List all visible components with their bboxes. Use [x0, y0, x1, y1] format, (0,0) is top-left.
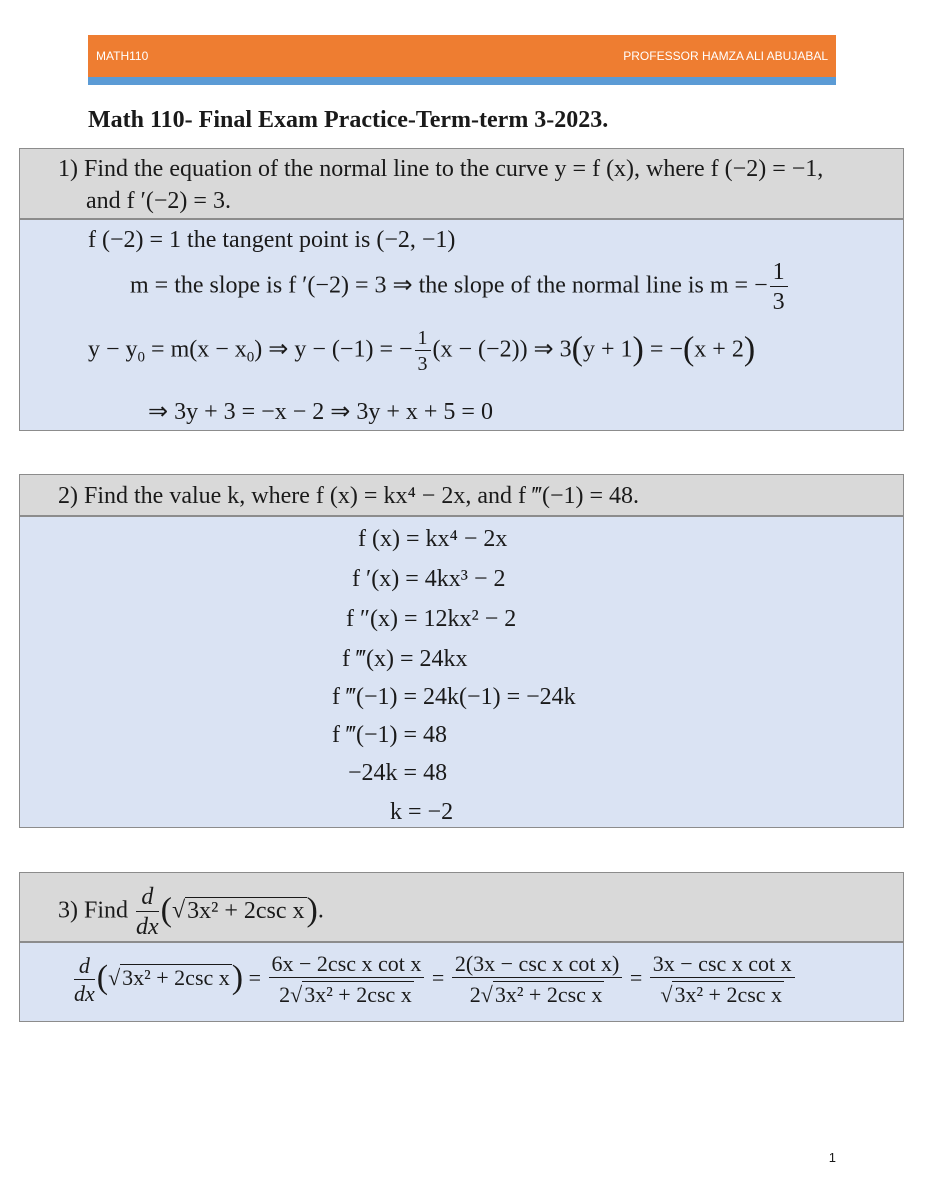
answer-2-step-8: k = −2 [390, 799, 454, 825]
point-slope-start: y − y [88, 336, 138, 363]
point-slope-equals: = − [643, 336, 683, 363]
fraction-step-3 [650, 953, 795, 1007]
answer-1-line2-text: m = the slope is f ′(−2) = 3 ⇒ the slope of the normal line is m = − [130, 272, 768, 299]
page-header [88, 35, 836, 77]
fraction-numerator-2: 1 [415, 328, 431, 351]
fraction-step-2-num: 2(3x − csc x cot x) [452, 953, 623, 978]
paren-open-3: ( [160, 891, 172, 929]
radicand-2: 3x² + 2csc x [122, 965, 230, 991]
num-coef-2: 2 [454, 951, 466, 976]
radicand-3: 3x² + 2csc x [304, 982, 412, 1007]
answer-2-step-6: f ‴(−1) = 48 [332, 722, 448, 748]
fraction-denominator-2: 3 [417, 353, 428, 375]
radicand: 3x² + 2csc x [187, 897, 305, 924]
period: . [317, 897, 324, 924]
answer-1-line1: f (−2) = 1 the tangent point is (−2, −1) [88, 227, 456, 253]
answer-3-line [72, 953, 797, 1007]
fraction-step-2 [452, 953, 623, 1007]
derivative-dx: dx [136, 914, 159, 940]
question-2-box [19, 474, 904, 516]
answer-3-box [19, 942, 904, 1022]
fraction-step-3-den [650, 978, 795, 1007]
header-professor: PROFESSOR HAMZA ALI ABUJABAL [623, 49, 828, 63]
question-3-find: 3) Find [58, 897, 129, 924]
fraction-step-3-num: 3x − csc x cot x [650, 953, 795, 978]
paren-open-4: ( [96, 959, 109, 997]
sqrt-icon-3: √ [290, 982, 303, 1007]
derivative-d-2: d [74, 955, 95, 980]
fraction-numerator: 1 [770, 260, 788, 287]
point-slope-x-term: x + 2 [694, 336, 744, 363]
equals-1: = [248, 965, 262, 991]
point-slope-multiply: (x − (−2)) ⇒ 3 [432, 336, 572, 363]
sqrt-icon-2: √ [108, 965, 121, 991]
header-rule [88, 77, 836, 85]
answer-2-step-4: f ‴(x) = 24kx [342, 646, 468, 672]
answer-1-box [19, 219, 904, 431]
radicand-4: 3x² + 2csc x [494, 982, 603, 1007]
point-slope-mid: = m(x − x [145, 336, 247, 363]
answer-2-step-2: f ′(x) = 4kx³ − 2 [352, 566, 506, 592]
answer-1-line4: ⇒ 3y + 3 = −x − 2 ⇒ 3y + x + 5 = 0 [148, 399, 493, 425]
fraction-denominator: 3 [772, 289, 785, 315]
point-slope-sub: ) ⇒ y − (−1) = − [254, 336, 413, 363]
fraction-step-1-num: 6x − 2csc x cot x [269, 953, 425, 978]
fraction-step-1-den [269, 978, 425, 1007]
equals-3: = [629, 965, 643, 991]
question-1-prompt-line2: and f ′(−2) = 3. [86, 188, 231, 214]
fraction-one-third [770, 260, 788, 314]
document-title: Math 110- Final Exam Practice-Term-term 3-2023. [88, 107, 609, 133]
derivative-d: d [136, 885, 159, 912]
page-number: 1 [828, 1150, 836, 1165]
num-inner-2: 3x − csc x cot x [473, 951, 613, 976]
sqrt-icon-4: √ [480, 982, 493, 1007]
answer-1-line2 [130, 260, 790, 314]
answer-2-step-5: f ‴(−1) = 24k(−1) = −24k [332, 684, 576, 710]
answer-2-step-7: −24k = 48 [348, 760, 448, 786]
question-3-prompt [58, 885, 324, 939]
radicand-5: 3x² + 2csc x [674, 982, 783, 1007]
answer-2-step-1: f (x) = kx⁴ − 2x [358, 526, 508, 552]
answer-2-step-3: f ″(x) = 12kx² − 2 [346, 606, 517, 632]
derivative-operator [136, 885, 159, 939]
paren-close-4: ) [231, 959, 244, 997]
subscript-zero: 0 [137, 349, 146, 366]
derivative-operator-2 [74, 955, 95, 1005]
den-coef-2: 2 [469, 982, 481, 1007]
paren-open: ( [571, 330, 583, 368]
question-1-prompt-line1: 1) Find the equation of the normal line to the curve y = f (x), where f (−2) = −1, [58, 156, 824, 182]
paren-close-2: ) [743, 330, 756, 368]
point-slope-y-term: y + 1 [583, 336, 633, 363]
sqrt-icon-5: √ [660, 982, 673, 1007]
paren-open-2: ( [682, 330, 695, 368]
paren-close-3: ) [306, 891, 318, 929]
question-3-box [19, 872, 904, 942]
fraction-step-1 [269, 953, 425, 1007]
answer-2-box [19, 516, 904, 828]
sqrt-icon: √ [172, 897, 186, 924]
den-coef-1: 2 [279, 982, 291, 1007]
paren-close: ) [632, 330, 644, 368]
answer-1-line3 [88, 328, 755, 374]
fraction-one-third-2 [415, 328, 431, 374]
derivative-dx-2: dx [74, 981, 95, 1006]
fraction-step-2-den [452, 978, 623, 1007]
subscript-zero-2: 0 [246, 349, 255, 366]
header-course: MATH110 [96, 49, 149, 63]
equals-2: = [431, 965, 445, 991]
question-2-prompt: 2) Find the value k, where f (x) = kx⁴ − 2x, and f ‴(−1) = 48. [58, 483, 640, 509]
question-1-box [19, 148, 904, 219]
